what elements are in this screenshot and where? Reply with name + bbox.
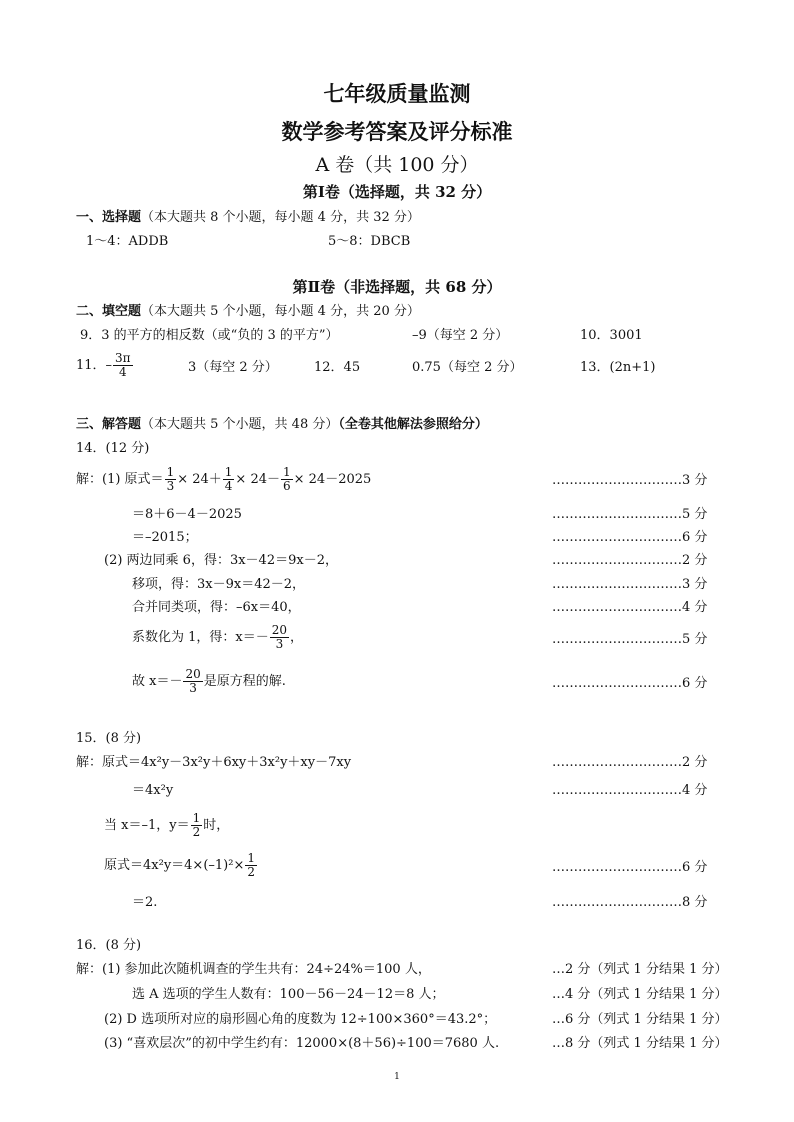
q14-f3-den: 6	[283, 479, 291, 493]
section-1-heading	[76, 210, 420, 226]
q14-line-7	[132, 624, 303, 651]
q14-points-7: …………………………5 分	[552, 632, 708, 647]
q15-f3-den: 2	[192, 825, 201, 839]
answer-5-8: 5～8：DBCB	[328, 234, 411, 249]
q14-l1-prefix: 解：(1) 原式＝	[76, 472, 164, 487]
q15-points-1: …………………………2 分	[552, 755, 708, 770]
q14-points-6: …………………………4 分	[552, 600, 708, 615]
volume-heading: A 卷（共 100 分）	[315, 154, 479, 176]
q14-f2-num: 1	[224, 465, 233, 479]
q14-line-3: ＝–2015；	[132, 530, 198, 545]
section-2-title: 二、填空题	[76, 304, 142, 319]
q14-l1-b: × 24－	[235, 472, 280, 487]
q14-label: 14．(12 分)	[76, 441, 150, 456]
q15-l3-prefix: 当 x＝–1，y＝	[104, 818, 190, 833]
q14-f1-den: 3	[166, 479, 175, 493]
q14-points-2: …………………………5 分	[552, 507, 708, 522]
q11-fraction	[113, 352, 133, 379]
q14-frac-8	[183, 668, 202, 695]
q15-points-2: …………………………4 分	[552, 783, 708, 798]
q14-line-5: 移项，得：3x－9x＝42－2，	[132, 577, 306, 592]
answer-q9-b: –9（每空 2 分）	[412, 328, 509, 343]
doc-subtitle: 数学参考答案及评分标准	[281, 119, 513, 144]
answer-q13: 13．(2n+1)	[580, 360, 656, 375]
answer-1-4: 1～4：ADDB	[86, 234, 169, 249]
q14-points-1: …………………………3 分	[552, 473, 708, 488]
answer-q12-b: 0.75（每空 2 分）	[412, 360, 523, 375]
part1-heading: 第Ⅰ卷（选择题，共 32 分）	[302, 183, 492, 201]
q14-l1-a: × 24＋	[177, 472, 222, 487]
section-2-note: （本大题共 5 个小题，每小题 4 分，共 20 分）	[141, 304, 420, 319]
section-2-heading	[76, 304, 420, 320]
section-3-tail: （全卷其他解法参照给分）	[338, 417, 488, 432]
q11-numerator: 3π	[115, 351, 131, 365]
answer-q11-b: 3（每空 2 分）	[188, 360, 278, 375]
q16-label: 16．(8 分)	[76, 938, 142, 953]
q14-line-8	[132, 668, 286, 695]
section-3-note: （本大题共 5 个小题，共 48 分）	[141, 417, 339, 432]
q15-f4-num: 1	[247, 851, 255, 865]
q15-points-4: …………………………6 分	[552, 860, 708, 875]
section-1-title: 一、选择题	[76, 210, 142, 225]
q14-line-2: ＝8＋6－4－2025	[132, 507, 242, 522]
q11-denominator: 4	[118, 365, 127, 379]
section-3-title: 三、解答题	[76, 417, 142, 432]
q11-label: 11．	[76, 358, 106, 373]
q14-l1-c: × 24－2025	[293, 472, 372, 487]
q15-line-3	[104, 812, 229, 839]
q14-points-8: …………………………6 分	[552, 676, 708, 691]
q15-line-2: ＝4x²y	[132, 783, 174, 798]
answer-q9: 9．3 的平方的相反数（或“负的 3 的平方”）	[80, 328, 339, 343]
q14-f2-den: 4	[224, 479, 233, 493]
answer-q10: 10．3001	[580, 328, 643, 343]
q15-l1-prefix: 解：原式＝	[76, 755, 142, 770]
q16-line-4: (3) “喜欢层次”的初中学生约有：12000×(8＋56)÷100＝7680 人.	[104, 1036, 500, 1051]
q15-frac-4	[245, 852, 257, 879]
q16-points-2: …4 分（列式 1 分结果 1 分）	[552, 987, 728, 1002]
q15-points-5: …………………………8 分	[552, 895, 708, 910]
q15-frac-3	[191, 812, 203, 839]
section-1-note: （本大题共 8 个小题，每小题 4 分，共 32 分）	[141, 210, 420, 225]
answer-q11: 11．– $\frac{3\pi}{4}$	[76, 351, 131, 379]
q14-points-3: …………………………6 分	[552, 530, 708, 545]
q14-l8-suffix: 是原方程的解.	[203, 674, 286, 689]
q14-line-6: 合并同类项，得：–6x＝40，	[132, 600, 301, 615]
q16-line-2: 选 A 选项的学生人数有：100－56－24－12＝8 人；	[132, 987, 445, 1002]
q15-label: 15．(8 分)	[76, 731, 142, 746]
q16-line-1: 解：(1) 参加此次随机调查的学生共有：24÷24%＝100 人，	[76, 962, 431, 977]
q14-l8-prefix: 故 x＝－	[132, 674, 183, 689]
q14-frac-7	[270, 624, 289, 651]
q16-points-3: …6 分（列式 1 分结果 1 分）	[552, 1012, 728, 1027]
q14-f8-den: 3	[189, 681, 197, 695]
answer-q12: 12．45	[314, 360, 361, 375]
q15-line-4	[104, 852, 258, 879]
q14-l7-suffix: ，	[290, 630, 304, 645]
part2-heading: 第Ⅱ卷（非选择题，共 68 分）	[292, 278, 502, 296]
q14-frac-1	[165, 466, 177, 493]
q15-l3-suffix: 时，	[203, 818, 230, 833]
q14-f1-num: 1	[166, 465, 175, 479]
q14-points-5: …………………………3 分	[552, 577, 708, 592]
q14-f7-den: 3	[275, 637, 284, 651]
q14-l7-prefix: 系数化为 1，得：x＝－	[132, 630, 269, 645]
q14-points-4: …………………………2 分	[552, 553, 708, 568]
q14-f8-num: 20	[185, 667, 201, 681]
q14-frac-2	[223, 466, 235, 493]
section-3-heading	[76, 417, 488, 433]
q15-f3-num: 1	[192, 811, 201, 825]
q15-line-5: ＝2.	[132, 895, 158, 910]
q15-line-1	[76, 755, 351, 771]
q14-line-1	[76, 466, 371, 493]
q15-l1-expr: 4x²y－3x²y＋6xy＋3x²y＋xy－7xy	[141, 755, 352, 770]
q14-f7-num: 20	[271, 623, 288, 637]
q16-points-1: …2 分（列式 1 分结果 1 分）	[552, 962, 728, 977]
doc-title: 七年级质量监测	[323, 81, 471, 106]
q14-f3-num: 1	[283, 465, 291, 479]
page-number: 1	[394, 1072, 400, 1082]
q14-line-4: (2) 两边同乘 6，得：3x－42＝9x－2，	[104, 553, 338, 568]
q14-frac-3	[281, 466, 293, 493]
q16-points-4: …8 分（列式 1 分结果 1 分）	[552, 1036, 728, 1051]
q16-line-3: (2) D 选项所对应的扇形圆心角的度数为 12÷100×360°＝43.2°；	[104, 1012, 497, 1027]
q15-f4-den: 2	[247, 865, 255, 879]
q15-l4-prefix: 原式＝4x²y＝4×(–1)²×	[104, 858, 245, 873]
